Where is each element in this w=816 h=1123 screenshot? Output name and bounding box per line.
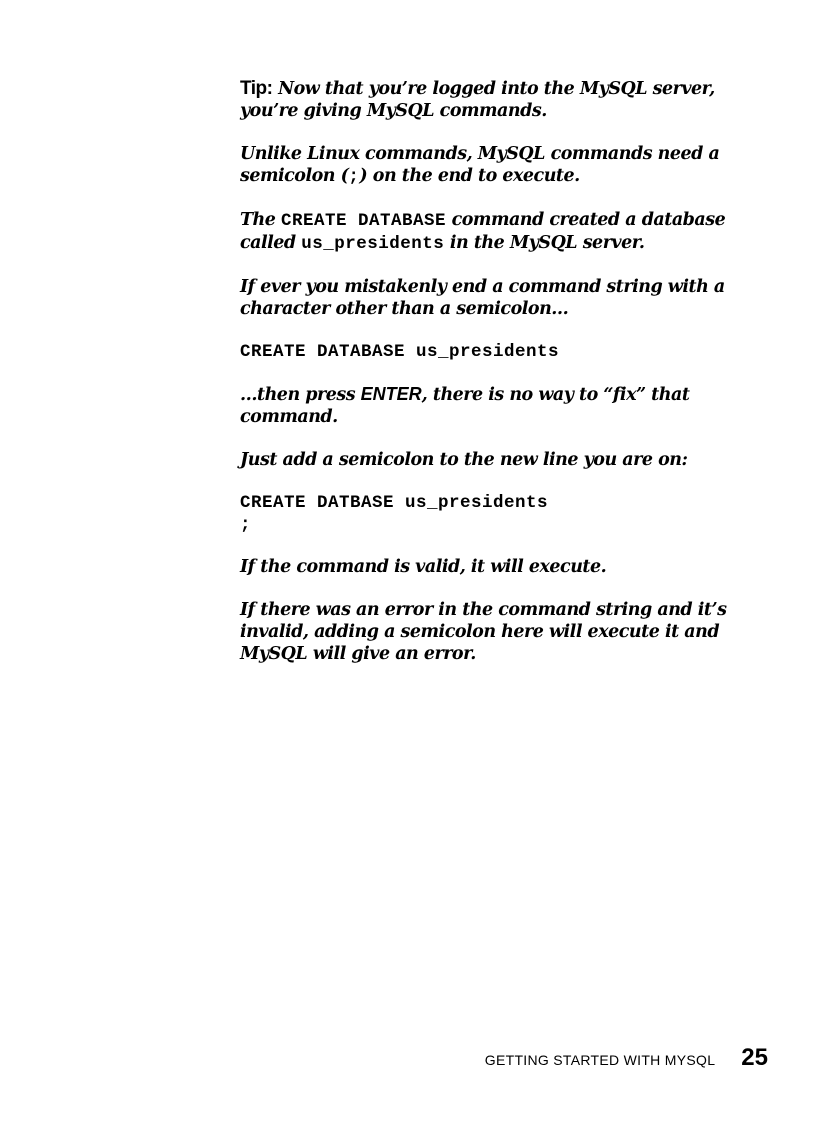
- database-name-code: us_presidents: [301, 234, 445, 254]
- enter-paragraph: [240, 383, 770, 428]
- tip-paragraph: [240, 78, 770, 122]
- enter-key-label: ENTER: [360, 384, 422, 404]
- page-number: 25: [741, 1044, 768, 1071]
- page-footer: [485, 1044, 768, 1072]
- create-text-middle: command created a database called: [240, 210, 726, 253]
- semicolon-text-after: ) on the end to execute.: [359, 166, 580, 186]
- semicolon-text-before: Unlike Linux commands, MySQL commands need a semicolon (: [240, 144, 720, 186]
- code-example-1: CREATE DATABASE us_presidents: [240, 342, 560, 362]
- create-database-code: CREATE DATABASE: [280, 211, 447, 231]
- create-database-paragraph: [240, 209, 770, 255]
- add-semicolon-paragraph: Just add a semicolon to the new line you are on:: [240, 450, 688, 470]
- semicolon-paragraph: [240, 143, 770, 188]
- valid-paragraph: If the command is valid, it will execute.: [240, 557, 607, 577]
- code-example-2-line2: ;: [240, 515, 252, 535]
- mistake-paragraph: If ever you mistakenly end a command string with a character other than a semicolon…: [240, 277, 725, 319]
- code-example-2-line1: CREATE DATBASE us_presidents: [240, 493, 549, 513]
- page-body: [240, 78, 770, 686]
- running-footer-title: GETTING STARTED WITH MYSQL: [484, 1052, 716, 1068]
- create-text-before: The: [240, 210, 281, 230]
- semicolon-code: ;: [348, 167, 360, 187]
- create-text-after: in the MySQL server.: [444, 233, 645, 253]
- enter-text-before: …then press: [240, 385, 361, 405]
- enter-text-after: , there is no way to “fix” that command.: [240, 385, 690, 427]
- code-example-2: [240, 492, 770, 536]
- tip-label: Tip:: [240, 78, 273, 99]
- error-paragraph: If there was an error in the command string and it’s invalid, adding a semicolon here will execute it and MySQL will give an error.: [240, 600, 727, 664]
- tip-text: Now that you’re logged into the MySQL server, you’re giving MySQL commands.: [240, 79, 715, 121]
